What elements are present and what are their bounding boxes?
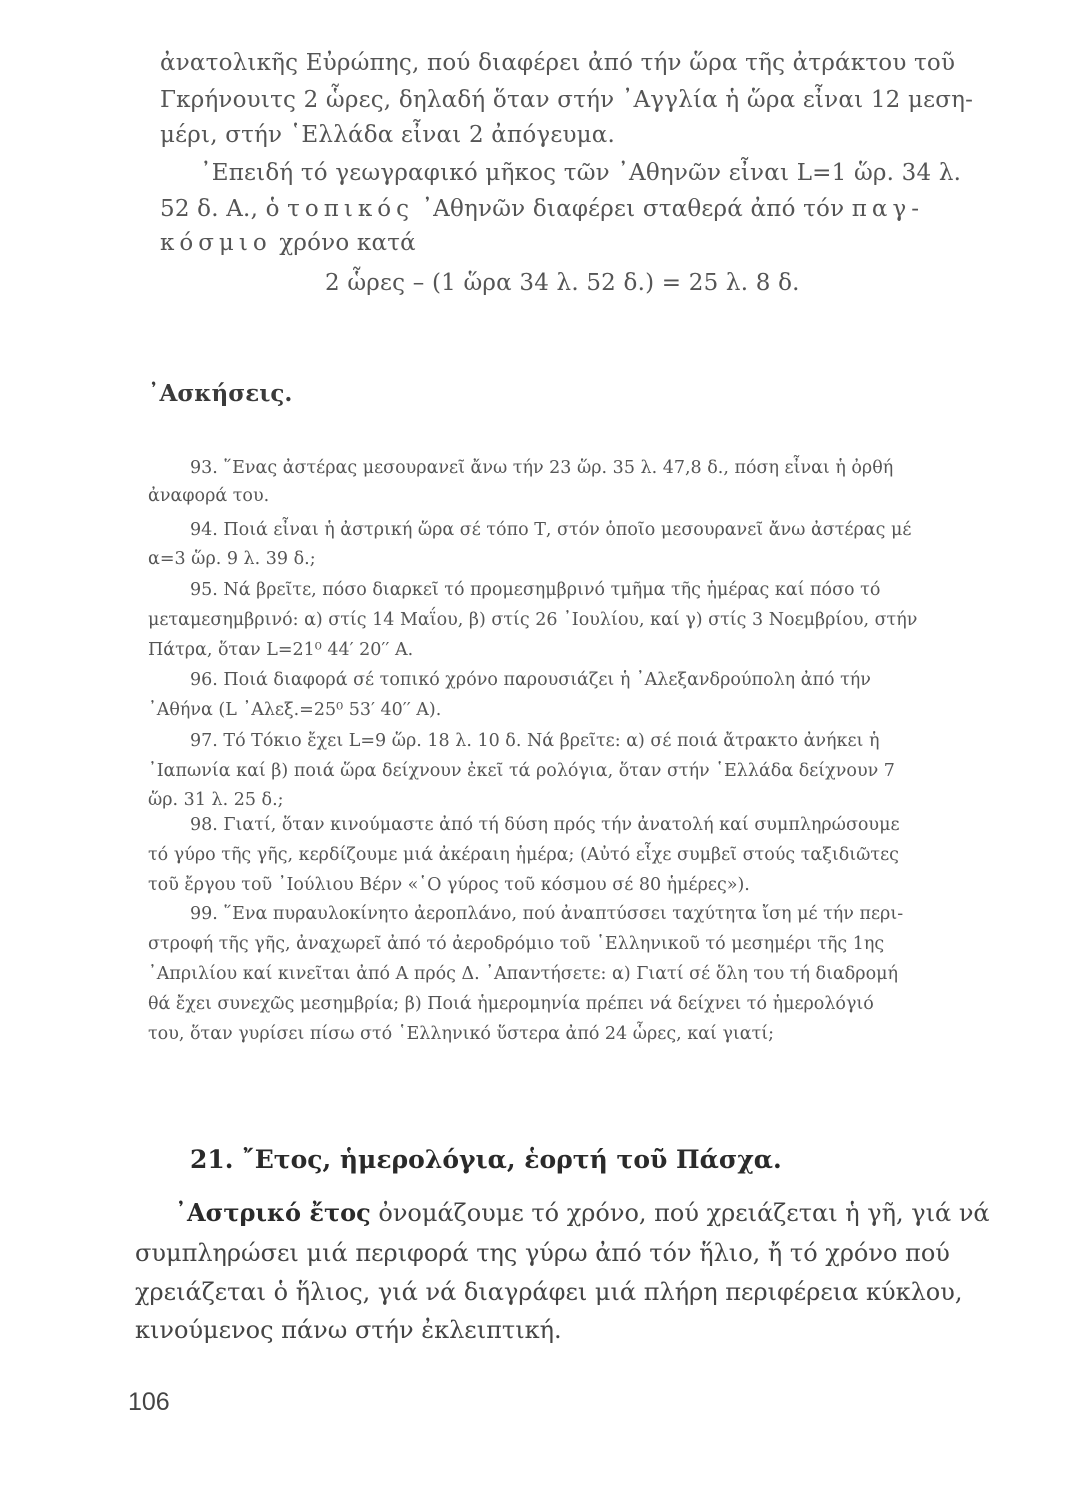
intro-line-2: Γκρήνουιτς 2 ὧρες, δηλαδή ὅταν στήν ᾿Αγγλία ἡ ὥρα εἶναι 12 μεση- — [160, 87, 974, 113]
intro-line-4: ᾿Επειδή τό γεωγραφικό μῆκος τῶν ᾿Αθηνῶν εἶναι L=1 ὥρ. 34 λ. — [200, 160, 962, 186]
exercise-94-line-1: 94. Ποιά εἶναι ἡ ἀστρική ὥρα σέ τόπο Τ, στόν ὁποῖο μεσουρανεῖ ἄνω ἀστέρας μέ — [190, 520, 912, 540]
exercise-97-line-3: ὥρ. 31 λ. 25 δ.; — [148, 790, 284, 810]
exercise-95-line-3: Πάτρα, ὅταν L=21⁰ 44′ 20′′ Α. — [148, 640, 414, 660]
exercise-98-line-3: τοῦ ἔργου τοῦ ᾿Ιούλιου Βέρν «῾Ο γύρος τοῦ κόσμου σέ 80 ἡμέρες»). — [148, 875, 750, 895]
exercise-97-line-1: 97. Τό Τόκιο ἔχει L=9 ὥρ. 18 λ. 10 δ. Νά βρεῖτε: α) σέ ποιά ἄτρακτο ἀνήκει ἡ — [190, 731, 880, 751]
global-term-start: παγ- — [851, 196, 924, 222]
exercise-99-line-4: θά ἔχει συνεχῶς μεσημβρία; β) Ποιά ἡμερομηνία πρέπει νά δείχνει τό ἡμερολόγιό — [148, 994, 874, 1014]
exercise-96-line-2: ᾿Αθήνα (L ᾿Αλεξ.=25⁰ 53′ 40′′ Α). — [148, 700, 442, 720]
exercise-99-line-2: στροφή τῆς γῆς, ἀναχωρεῖ ἀπό τό ἀεροδρόμιο τοῦ ῾Ελληνικοῦ τό μεσημέρι τῆς 1ης — [148, 934, 885, 954]
section-body-line-1-rest: ὀνομάζουμε τό χρόνο, πού χρειάζεται ἡ γῆ, γιά νά — [378, 1199, 990, 1227]
intro-line-5-start: 52 δ. Α., ὁ — [160, 196, 280, 222]
exercise-99-line-1: 99. ῞Ενα πυραυλοκίνητο ἀεροπλάνο, πού ἀναπτύσσει ταχύτητα ἴση μέ τήν περι- — [190, 904, 904, 924]
section-title: 21. ῎Ετος, ἡμερολόγια, ἑορτή τοῦ Πάσχα. — [190, 1145, 782, 1174]
local-term: τοπικός — [287, 196, 414, 222]
section-body-line-3: χρειάζεται ὁ ἥλιος, γιά νά διαγράφει μιά πλήρη περιφέρεια κύκλου, — [135, 1278, 963, 1306]
exercise-93-line-2: ἀναφορά του. — [148, 486, 270, 506]
intro-line-5 — [160, 196, 924, 222]
page-number: 106 — [128, 1388, 170, 1416]
exercises-heading: ᾿Ασκήσεις. — [148, 380, 293, 407]
intro-line-6-rest: χρόνο κατά — [279, 230, 416, 256]
time-formula: 2 ὧρες – (1 ὥρα 34 λ. 52 δ.) = 25 λ. 8 δ. — [325, 270, 800, 296]
exercise-95-line-1: 95. Νά βρεῖτε, πόσο διαρκεῖ τό προμεσημβρινό τμῆμα τῆς ἡμέρας καί πόσο τό — [190, 580, 881, 600]
exercise-94-line-2: α=3 ὥρ. 9 λ. 39 δ.; — [148, 549, 316, 569]
exercise-93-line-1: 93. ῞Ενας ἀστέρας μεσουρανεῖ ἄνω τήν 23 ὥρ. 35 λ. 47,8 δ., πόση εἶναι ἡ ὀρθή — [190, 458, 894, 478]
global-term-end: κόσμιο — [160, 230, 272, 256]
exercise-98-line-1: 98. Γιατί, ὅταν κινούμαστε ἀπό τή δύση πρός τήν ἀνατολή καί συμπληρώσουμε — [190, 815, 900, 835]
exercise-96-line-1: 96. Ποιά διαφορά σέ τοπικό χρόνο παρουσιάζει ἡ ᾿Αλεξανδρούπολη ἀπό τήν — [190, 670, 871, 690]
intro-line-5-mid: ᾿Αθηνῶν διαφέρει σταθερά ἀπό τόν — [421, 196, 845, 222]
exercise-99-line-5: του, ὅταν γυρίσει πίσω στό ῾Ελληνικό ὕστερα ἀπό 24 ὧρες, καί γιατί; — [148, 1024, 775, 1044]
section-body-line-2: συμπληρώσει μιά περιφορά της γύρω ἀπό τόν ἥλιο, ἤ τό χρόνο πού — [135, 1239, 950, 1267]
sidereal-year-term: ᾿Αστρικό ἔτος — [175, 1198, 371, 1227]
exercise-95-line-2: μεταμεσημβρινό: α) στίς 14 Μαΐου, β) στίς 26 ᾿Ιουλίου, καί γ) στίς 3 Νοεμβρίου, στήν — [148, 610, 918, 630]
section-body-line-4: κινούμενος πάνω στήν ἐκλειπτική. — [135, 1316, 562, 1344]
exercise-98-line-2: τό γύρο τῆς γῆς, κερδίζουμε μιά ἀκέραιη ἡμέρα; (Αὐτό εἶχε συμβεῖ στούς ταξιδιῶτες — [148, 845, 899, 865]
intro-line-3: μέρι, στήν ῾Ελλάδα εἶναι 2 ἀπόγευμα. — [160, 122, 616, 148]
exercise-99-line-3: ᾿Απριλίου καί κινεῖται ἀπό Α πρός Δ. ᾿Απαντήσετε: α) Γιατί σέ ὅλη του τή διαδρομή — [148, 964, 898, 984]
section-body-line-1 — [175, 1198, 990, 1227]
intro-line-1: ἀνατολικῆς Εὐρώπης, πού διαφέρει ἀπό τήν ὥρα τῆς ἀτράκτου τοῦ — [160, 50, 956, 76]
exercise-97-line-2: ᾿Ιαπωνία καί β) ποιά ὥρα δείχνουν ἐκεῖ τά ρολόγια, ὅταν στήν ῾Ελλάδα δείχνουν 7 — [148, 761, 895, 781]
intro-line-6 — [160, 230, 416, 256]
